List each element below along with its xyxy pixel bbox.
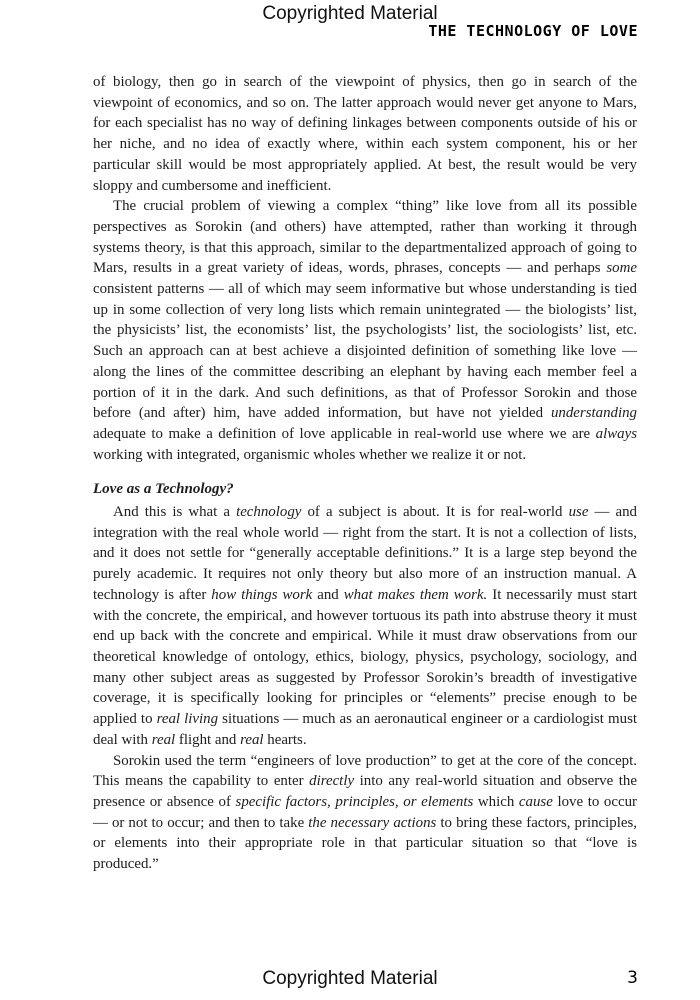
section-heading: Love as a Technology? (93, 481, 234, 498)
emphasis: use (568, 504, 589, 521)
emphasis: cause (518, 793, 553, 810)
paragraph: Sorokin used the term “engineers of love production” to get at the core of the concept. This means the capability to enter directly into any real-world situation and observe the presence or absence of specific factors, principles, or elements which cause love to occur — or not to occur; and then to take the necessary actions to bring these factors, principles, or elements into their appropriate role in that particular situation so that “love is produced.” (93, 752, 637, 873)
emphasis: what makes them work. (343, 586, 488, 603)
paragraph: The crucial problem of viewing a complex “thing” like love from all its possible perspectives as Sorokin (and others) have attempted, rather than working it through systems theory, is that this approach, similar to the departmentalized approach of going to Mars, results in a great variety of ideas, words, phrases, concepts — and perhaps some consistent patterns — all of which may seem informative but whose understanding is tied up in some collection of very long lists which remain unintegrated — the biologists’ list, the physicists’ list, the economists’ list, the psychologists’ list, the sociologists’ list, etc. Such an approach can at best achieve a disjointed definition of something like love — along the lines of the committee describing an elephant by having each member feel a portion of it in the dark. And such definitions, as that of Professor Sorokin and those before (and after) him, have added information, but have not yielded understanding adequate to make a definition of love applicable in real-world use where we are always working with integrated, organismic wholes whether we realize it or not. (93, 198, 637, 463)
page-body (93, 72, 637, 875)
paragraph: And this is what a technology of a subject is about. It is for real-world use — and integration with the real whole world — right from the start. It is not a collection of lists, and it does not settle for “generally acceptable definitions.” It is a large step beyond the purely academic. It requires not only theory but also more of an instruction manual. A technology is after how things work and what makes them work. It necessarily must start with the concrete, the empirical, and however tortuous its path into abstruse theory it must end up back with the concrete and empirical. While it must draw observations from our theoretical knowledge of ontology, ethics, biology, physics, psychology, sociology, and many other subject areas as suggested by Professor Sorokin’s breadth of investigative coverage, it is specifically looking for principles or “elements” precise enough to be applied to real living situations — much as an aeronautical engineer or a cardiologist must deal with real flight and real hearts. (93, 504, 638, 748)
emphasis: real living (156, 711, 219, 728)
paragraph: of biology, then go in search of the viewpoint of physics, then go in search of the viewpoint of economics, and so on. The latter approach would never get anyone to Mars, for each specialist has no way of defining linkages between components outside of his or her niche, and no idea of exactly where, within each system component, his or her particular skill would be most appropriately applied. At best, the result would be very sloppy and cumbersome and inefficient. (93, 74, 637, 194)
copyright-watermark-bottom: Copyrighted Material (262, 968, 438, 989)
page-number: 3 (627, 968, 638, 988)
emphasis: always (595, 425, 637, 442)
emphasis: real (240, 731, 264, 748)
emphasis: directly (309, 773, 355, 790)
running-head: THE TECHNOLOGY OF LOVE (428, 22, 638, 40)
emphasis: specific factors, principles, or elements (235, 793, 474, 810)
emphasis: how things work (211, 586, 313, 603)
emphasis: understanding (550, 405, 637, 422)
emphasis: real (151, 731, 176, 748)
emphasis: some (606, 260, 637, 277)
emphasis: the necessary actions (308, 814, 437, 831)
emphasis: technology (236, 504, 302, 521)
copyright-watermark-top: Copyrighted Material (262, 3, 438, 24)
